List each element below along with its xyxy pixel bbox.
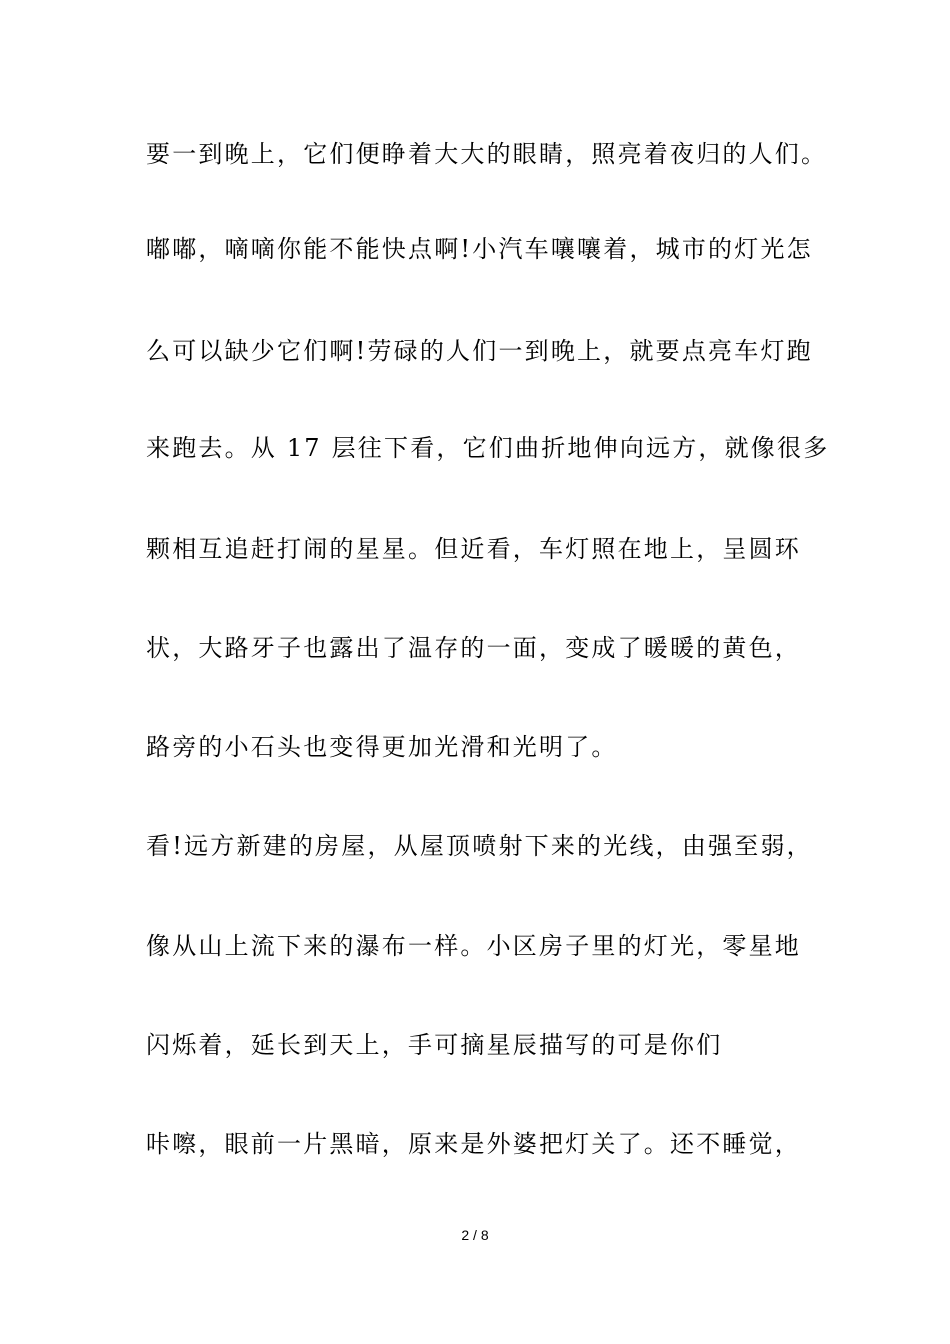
text-line-4: 来跑去。从 17 层往下看，它们曲折地伸向远方，就像很多 [146, 434, 830, 462]
text-line-1: 要一到晚上，它们便睁着大大的眼睛，照亮着夜归的人们。 [146, 140, 828, 168]
page-number: 2 / 8 [461, 1227, 489, 1243]
text-line-10: 闪烁着，延长到天上，手可摘星辰描写的可是你们 [146, 1031, 723, 1059]
text-line-3: 么可以缺少它们啊!劳碌的人们一到晚上，就要点亮车灯跑 [146, 337, 813, 365]
text-line-7: 路旁的小石头也变得更加光滑和光明了。 [146, 733, 618, 761]
text-line-8: 看!远方新建的房屋，从屋顶喷射下来的光线，由强至弱， [146, 832, 813, 860]
text-line-5: 颗相互追赶打闹的星星。但近看，车灯照在地上，呈圆环 [146, 535, 801, 563]
text-line-2: 嘟嘟，嘀嘀你能不能快点啊!小汽车嚷嚷着，城市的灯光怎 [146, 235, 813, 263]
text-line-11: 咔嚓，眼前一片黑暗，原来是外婆把灯关了。还不睡觉， [146, 1130, 801, 1158]
text-line-9: 像从山上流下来的瀑布一样。小区房子里的灯光，零星地 [146, 932, 801, 960]
text-line-6: 状，大路牙子也露出了温存的一面，变成了暖暖的黄色， [146, 634, 801, 662]
